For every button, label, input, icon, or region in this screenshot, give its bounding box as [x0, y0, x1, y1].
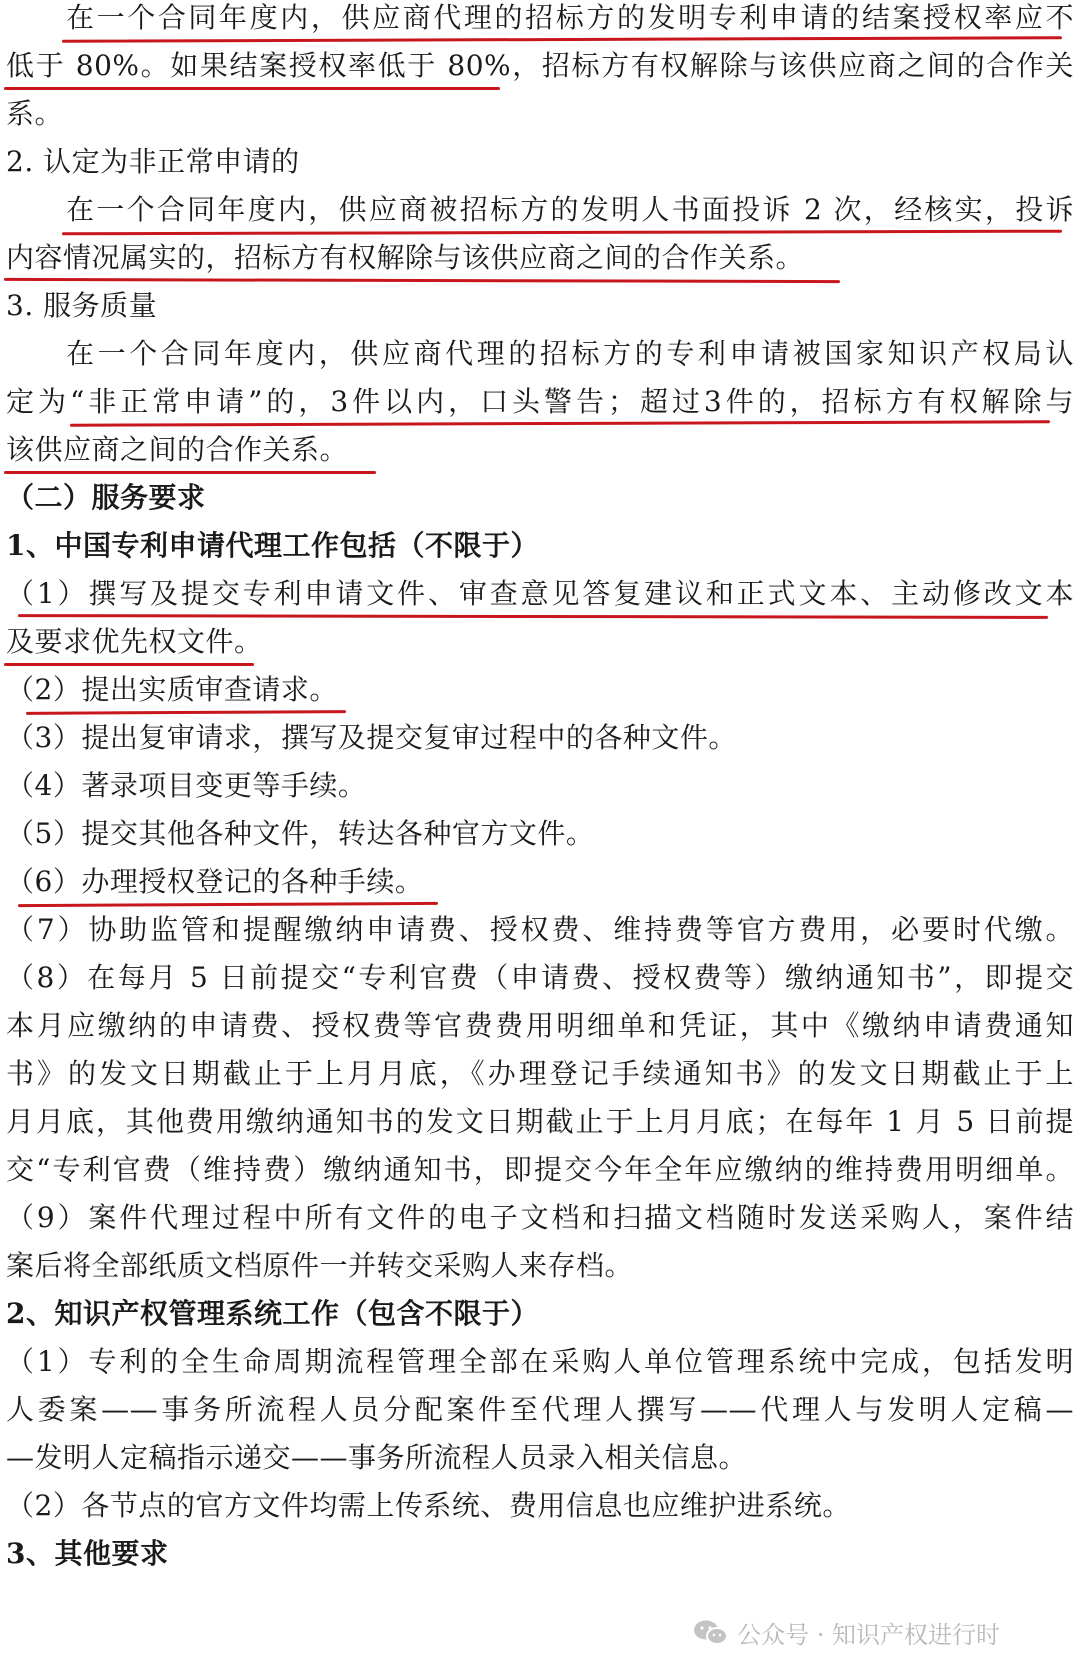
text-line: 在一个合同年度内，供应商被招标方的发明人书面投诉 2 次，经核实，投诉 — [66, 193, 1074, 226]
text-line: 系。 — [6, 97, 64, 130]
text-line: （3）提出复审请求，撰写及提交复审过程中的各种文件。 — [6, 721, 737, 754]
underline-mark — [18, 902, 438, 907]
underline-mark — [4, 87, 500, 90]
wechat-icon — [693, 1619, 729, 1647]
text-line: （8）在每月 5 日前提交“专利官费（申请费、授权费等）缴纳通知书”，即提交 — [6, 961, 1074, 994]
section-heading: 3、其他要求 — [6, 1537, 169, 1570]
text-line: 定为“非正常申请”的，3件以内，口头警告；超过3件的，招标方有权解除与 — [6, 385, 1074, 418]
text-line: （7）协助监管和提醒缴纳申请费、授权费、维持费等官方费用，必要时代缴。 — [6, 913, 1074, 946]
underline-mark — [62, 230, 1062, 236]
text-line: （1）撰写及提交专利申请文件、审查意见答复建议和正式文本、主动修改文本 — [6, 577, 1074, 610]
text-line: 低于 80%。如果结案授权率低于 80%，招标方有权解除与该供应商之间的合作关 — [6, 49, 1074, 82]
text-line: 案后将全部纸质文档原件一并转交采购人来存档。 — [6, 1249, 634, 1282]
text-line: （5）提交其他各种文件，转达各种官方文件。 — [6, 817, 595, 850]
text-line: 人委案——事务所流程人员分配案件至代理人撰写——代理人与发明人定稿— — [6, 1393, 1074, 1426]
watermark-label: 公众号 · 知识产权进行时 — [737, 1621, 1000, 1649]
underline-mark — [4, 663, 254, 666]
text-line: 在一个合同年度内，供应商代理的招标方的发明专利申请的结案授权率应不 — [66, 1, 1074, 34]
text-line: （4）著录项目变更等手续。 — [6, 769, 367, 802]
text-line: （9）案件代理过程中所有文件的电子文档和扫描文档随时发送采购人，案件结 — [6, 1201, 1074, 1234]
text-line: 该供应商之间的合作关系。 — [6, 433, 349, 466]
text-line: （2）各节点的官方文件均需上传系统、费用信息也应维护进系统。 — [6, 1489, 851, 1522]
underline-mark — [26, 710, 346, 715]
section-heading: （二）服务要求 — [6, 481, 206, 514]
section-heading: 1、中国专利申请代理工作包括（不限于） — [6, 529, 539, 562]
section-heading: 2、知识产权管理系统工作（包含不限于） — [6, 1297, 539, 1330]
text-line: 月月底，其他费用缴纳通知书的发文日期截止于上月月底；在每年 1 月 5 日前提 — [6, 1105, 1074, 1138]
watermark — [693, 1615, 1000, 1650]
text-line: （6）办理授权登记的各种手续。 — [6, 865, 424, 898]
underline-mark — [4, 471, 376, 474]
text-line: （2）提出实质审查请求。 — [6, 673, 338, 706]
text-line: 3. 服务质量 — [6, 289, 158, 322]
text-line: 书》的发文日期截止于上月月底，《办理登记手续通知书》的发文日期截止于上 — [6, 1057, 1074, 1090]
underline-mark — [4, 278, 840, 283]
text-line: 交“专利官费（维持费）缴纳通知书，即提交今年全年应缴纳的维持费用明细单。 — [6, 1153, 1074, 1186]
text-line: 在一个合同年度内，供应商代理的招标方的专利申请被国家知识产权局认 — [66, 337, 1074, 370]
text-line: 2. 认定为非正常申请的 — [6, 145, 300, 178]
underline-mark — [18, 614, 1048, 619]
text-line: 及要求优先权文件。 — [6, 625, 263, 658]
text-line: （1）专利的全生命周期流程管理全部在采购人单位管理系统中完成，包括发明 — [6, 1345, 1074, 1378]
text-line: 本月应缴纳的申请费、授权费等官费费用明细单和凭证，其中《缴纳申请费通知 — [6, 1009, 1074, 1042]
text-line: —发明人定稿指示递交——事务所流程人员录入相关信息。 — [6, 1441, 748, 1474]
text-line: 内容情况属实的，招标方有权解除与该供应商之间的合作关系。 — [6, 241, 805, 274]
